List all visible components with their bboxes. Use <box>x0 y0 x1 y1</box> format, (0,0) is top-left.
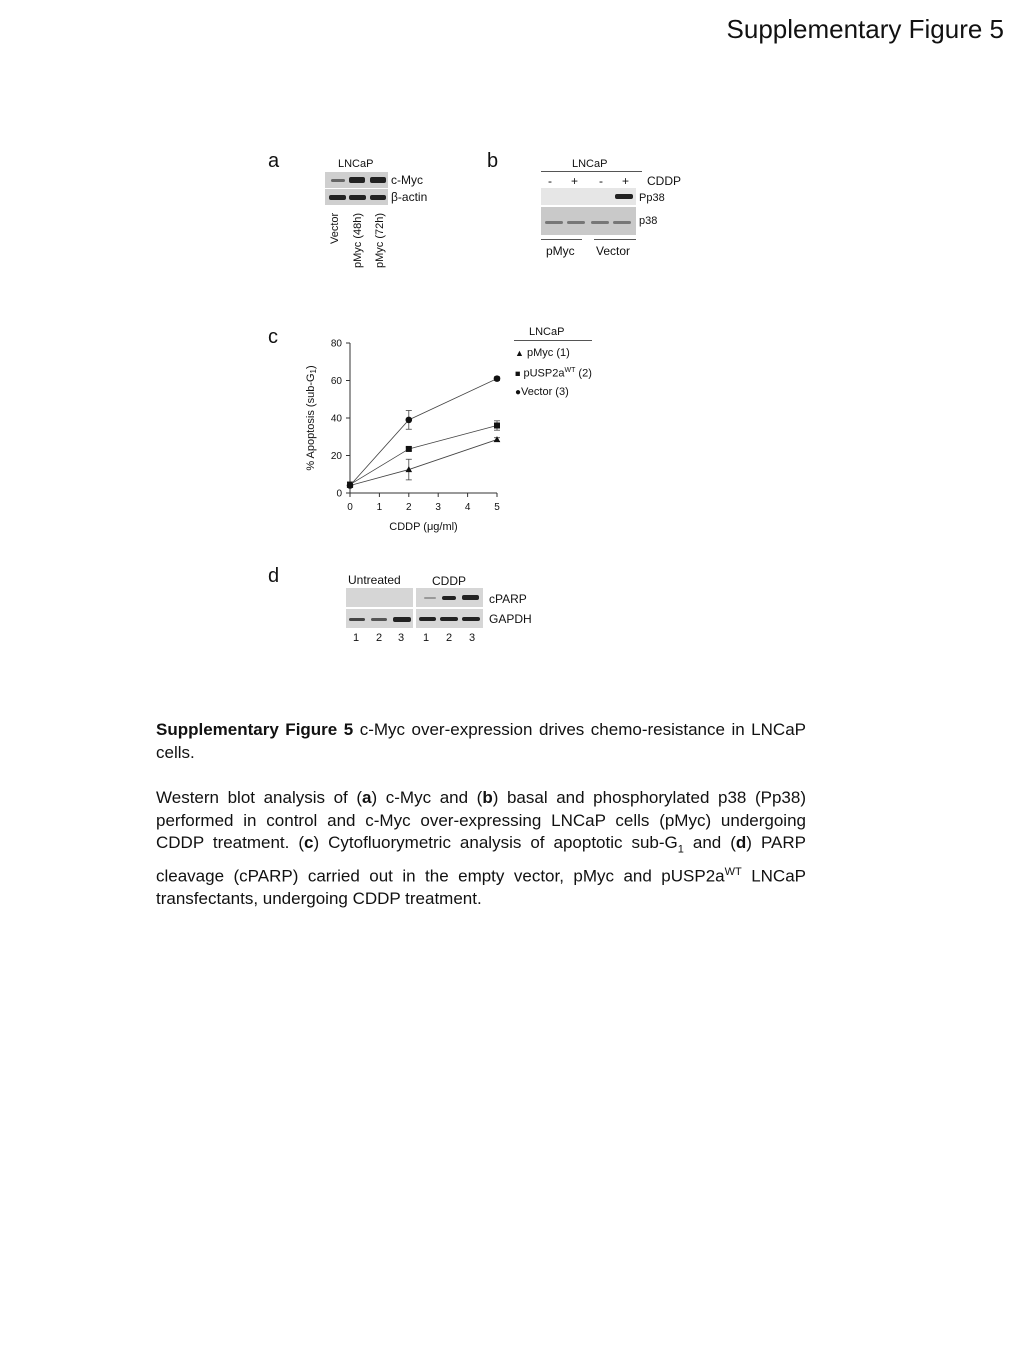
gapdh-cddp-strip <box>416 609 483 628</box>
band-label-cmyc: c-Myc <box>391 173 423 187</box>
band <box>567 221 585 224</box>
band-label-p38: p38 <box>639 215 658 227</box>
cparp-cddp-strip <box>416 588 483 607</box>
apoptosis-line-chart <box>290 330 620 545</box>
caption-text: ) c-Myc and ( <box>371 788 483 807</box>
band-label-cparp: cPARP <box>489 592 527 606</box>
caption-text: ) Cytofluorymetric analysis of apoptotic sub-G <box>313 833 678 852</box>
legend-label-sup: WT <box>564 367 576 374</box>
legend-underline <box>514 340 592 341</box>
caption-text: ) basal and phosphorylated p38 (Pp38) performed in control and c-Myc over-expressing LNCaP cells (pMyc) undergoing CDDP treatment. ( <box>156 788 806 852</box>
group-label-untreated: Untreated <box>348 573 401 587</box>
caption-text: LNCaP transfectants, undergoing CDDP treatment. <box>156 866 806 909</box>
x-tick-label: 2 <box>406 502 412 513</box>
x-tick-label: 5 <box>494 502 500 513</box>
panel-a-letter: a <box>268 150 280 172</box>
group-underline <box>594 239 636 240</box>
band <box>349 195 366 200</box>
actin-blot-strip <box>325 189 388 205</box>
lane-label-pmyc-48h: pMyc (48h) <box>352 212 364 268</box>
caption-text: and ( <box>683 833 736 852</box>
panel-a-cell-line: LNCaP <box>338 158 374 170</box>
band <box>419 617 436 621</box>
gapdh-untreated-strip <box>346 609 413 628</box>
y-tick-label: 0 <box>336 488 342 500</box>
band <box>349 618 365 621</box>
treatment-sign: - <box>548 174 552 188</box>
caption-panel-ref: c <box>304 833 314 852</box>
lane-number: 2 <box>446 632 453 644</box>
band <box>462 595 479 600</box>
triangle-marker-icon: ▲ <box>515 348 524 358</box>
y-axis-label: % Apoptosis (sub-G1) <box>305 365 318 471</box>
caption-superscript: WT <box>724 865 742 878</box>
band <box>370 177 386 183</box>
data-point-circle <box>494 375 501 382</box>
band-label-gapdh: GAPDH <box>489 612 532 626</box>
data-point-circle <box>406 417 413 424</box>
band <box>329 195 346 200</box>
band <box>424 597 436 599</box>
legend-label: pUSP2a <box>523 367 565 380</box>
circle-marker-icon: ● <box>515 387 522 398</box>
panel-d-letter: d <box>268 565 280 587</box>
caption-title-bold: Supplementary Figure 5 <box>156 720 354 739</box>
treatment-sign: + <box>622 174 630 188</box>
legend-item-pusp2a <box>515 367 592 380</box>
lane-number: 2 <box>376 632 383 644</box>
band <box>349 177 365 183</box>
band <box>331 179 345 182</box>
group-underline <box>541 239 582 240</box>
cparp-untreated-strip <box>346 588 413 607</box>
legend-label: pMyc (1) <box>526 347 570 359</box>
x-tick-label: 0 <box>347 502 353 513</box>
panel-b-cell-line: LNCaP <box>572 158 608 170</box>
y-tick-label: 20 <box>330 451 342 462</box>
data-point-square <box>494 423 500 429</box>
panel-a-blot <box>325 172 388 205</box>
chart-series <box>347 375 501 488</box>
caption-panel-ref: b <box>482 788 493 807</box>
band <box>545 221 563 224</box>
treatment-sign: + <box>571 174 579 188</box>
legend-title: LNCaP <box>529 326 565 338</box>
caption-title-rest: c-Myc over-expression drives chemo-resistance in LNCaP cells. <box>156 720 806 762</box>
legend-label-suffix: (2) <box>575 367 592 380</box>
lane-number: 3 <box>469 632 476 644</box>
p38-blot-strip <box>541 207 636 235</box>
treatment-label: CDDP <box>647 174 682 188</box>
band <box>371 618 387 621</box>
band <box>462 617 480 621</box>
caption-text: ) PARP cleavage (cPARP) carried out in the empty vector, pMyc and pUSP2a <box>156 833 806 886</box>
series-line <box>350 440 497 486</box>
group-label-vector: Vector <box>596 244 631 258</box>
band <box>440 617 458 621</box>
band-label-pp38: Pp38 <box>639 192 665 204</box>
panel-c-letter: c <box>268 326 278 348</box>
caption-subscript: 1 <box>677 843 684 856</box>
caption-text: Western blot analysis of ( <box>156 788 363 807</box>
band <box>613 221 631 224</box>
x-tick-label: 3 <box>435 502 441 513</box>
page-title: Supplementary Figure 5 <box>726 14 1004 44</box>
y-tick-label: 80 <box>330 338 342 350</box>
pp38-blot-strip <box>541 188 636 205</box>
lane-number: 1 <box>423 632 430 644</box>
band <box>591 221 609 224</box>
series-line <box>350 379 497 486</box>
group-label-pmyc: pMyc <box>546 244 575 258</box>
lane-number: 3 <box>398 632 405 644</box>
band <box>615 194 633 199</box>
caption-panel-ref: a <box>362 788 372 807</box>
legend-item-vector <box>515 386 569 398</box>
x-axis-label: CDDP (μg/ml) <box>389 521 458 533</box>
band <box>393 617 411 622</box>
legend-item-pmyc <box>515 347 570 359</box>
y-tick-label: 40 <box>330 413 342 425</box>
group-label-cddp: CDDP <box>432 574 467 588</box>
caption-panel-ref: d <box>735 833 747 852</box>
x-tick-label: 4 <box>464 502 471 513</box>
lane-label-vector: Vector <box>329 212 341 244</box>
data-point-circle <box>347 482 354 489</box>
series-line <box>350 426 497 485</box>
band <box>442 596 456 600</box>
lane-number: 1 <box>353 632 360 644</box>
cell-line-underline <box>541 171 642 172</box>
chart-axes <box>331 339 500 514</box>
data-point-square <box>406 446 412 452</box>
figure-caption-body <box>156 787 806 911</box>
cmyc-blot-strip <box>325 172 388 188</box>
band-label-actin: β-actin <box>391 190 428 204</box>
data-point-triangle <box>494 436 501 442</box>
panel-b-letter: b <box>487 150 499 172</box>
y-tick-label: 60 <box>330 376 342 387</box>
x-tick-label: 1 <box>376 502 383 513</box>
treatment-sign: - <box>599 174 603 188</box>
band <box>370 195 386 200</box>
square-marker-icon: ■ <box>515 368 521 379</box>
lane-label-pmyc-72h: pMyc (72h) <box>374 212 386 268</box>
legend-label: Vector (3) <box>521 386 569 398</box>
figure-caption-title <box>156 719 806 764</box>
